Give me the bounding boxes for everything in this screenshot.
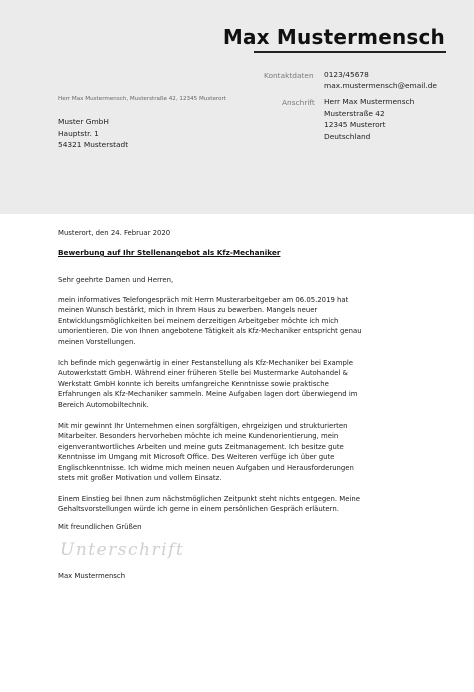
paragraph-line: Einem Einstieg bei Ihnen zum nächstmöglichen Zeitpunkt steht nichts entgegen. Meine xyxy=(58,495,360,503)
recipient-line: Hauptstr. 1 xyxy=(58,128,99,138)
body-paragraph xyxy=(58,494,378,515)
paragraph-line: Kenntnisse im Umgang mit Microsoft Office. Des Weiteren verfüge ich über gute xyxy=(58,453,335,462)
paragraph-line: Bereich Automobiltechnik. xyxy=(58,400,149,409)
paragraph-line: meinen Vorstellungen. xyxy=(58,337,136,346)
letter-date: Musterort, den 24. Februar 2020 xyxy=(58,229,171,237)
salutation: Sehr geehrte Damen und Herren, xyxy=(58,276,174,284)
name-underline-divider xyxy=(254,51,446,53)
body-paragraph xyxy=(58,358,378,410)
contact-label: Kontaktdaten xyxy=(264,71,314,80)
paragraph-line: Erfahrungen als Kfz-Mechaniker sammeln. Meine Aufgaben lagen dort überwiegend im xyxy=(58,390,358,399)
paragraph-line: meinen Wunsch bestärkt, mich in Ihrem Haus zu bewerben. Mangels neuer xyxy=(58,306,318,315)
applicant-name-heading: Max Mustermensch xyxy=(222,25,445,49)
contact-email: max.mustermensch@email.de xyxy=(324,81,437,90)
signature-image: Unterschrift xyxy=(60,540,185,560)
paragraph-line: Mit mir gewinnt Ihr Unternehmen einen sorgfältigen, ehrgeizigen und strukturierten xyxy=(58,422,348,430)
body-paragraph xyxy=(58,295,378,347)
paragraph-line: Ich befinde mich gegenwärtig in einer Festanstellung als Kfz-Mechaniker bei Example xyxy=(58,359,353,367)
letter-subject: Bewerbung auf Ihr Stellenangebot als Kfz-Mechaniker xyxy=(58,248,281,257)
paragraph-line: Entwicklungsmöglichkeiten bei meinem derzeitigen Arbeitgeber möchte ich mich xyxy=(58,316,339,325)
paragraph-line: mein informatives Telefongespräch mit Herrn Musterarbeitgeber am 06.05.2019 hat xyxy=(58,296,349,304)
body-paragraph xyxy=(58,421,378,483)
signer-name: Max Mustermensch xyxy=(58,572,126,580)
sender-address-line: Herr Max Mustermensch xyxy=(324,97,415,106)
sender-address-line: Deutschland xyxy=(324,131,371,141)
paragraph-line: Mitarbeiter. Besonders hervorheben möchte ich meine Kundenorientierung, mein xyxy=(58,432,339,441)
sender-address-line: Musterstraße 42 xyxy=(324,108,385,118)
paragraph-line: Werkstatt GmbH konnte ich bereits umfangreiche Kenntnisse sowie praktische xyxy=(58,379,329,388)
paragraph-line: eigenverantwortliches Arbeiten und meine guts Zeitmanagement. Ich besitze gute xyxy=(58,442,344,451)
address-label: Anschrift xyxy=(282,98,315,107)
sender-address xyxy=(324,96,414,142)
recipient-line: 54321 Musterstadt xyxy=(58,140,129,149)
paragraph-line: Gehaltsvorstellungen würde ich gerne in einem persönlichen Gespräch erläutern. xyxy=(58,505,339,514)
paragraph-line: stets mit großer Motivation und vollem Einsatz. xyxy=(58,474,222,483)
paragraph-line: umorientieren. Die von Ihnen angebotene Tätigkeit als Kfz-Mechaniker entspricht genau xyxy=(58,327,362,336)
recipient-address xyxy=(58,116,128,151)
closing-phrase: Mit freundlichen Grüßen xyxy=(58,523,142,531)
paragraph-line: Englischkenntnisse. Ich widme mich meinen neuen Aufgaben und Herausforderungen xyxy=(58,463,354,472)
paragraph-line: Autowerkstatt GmbH. Während einer früheren Stelle bei Mustermarke Autohandel & xyxy=(58,369,348,378)
return-address-line: Herr Max Mustermensch, Musterstraße 42, 12345 Musterort xyxy=(58,96,226,102)
sender-address-line: 12345 Musterort xyxy=(324,120,386,129)
contact-phone: 0123/45678 xyxy=(324,70,369,79)
recipient-line: Muster GmbH xyxy=(58,117,109,126)
